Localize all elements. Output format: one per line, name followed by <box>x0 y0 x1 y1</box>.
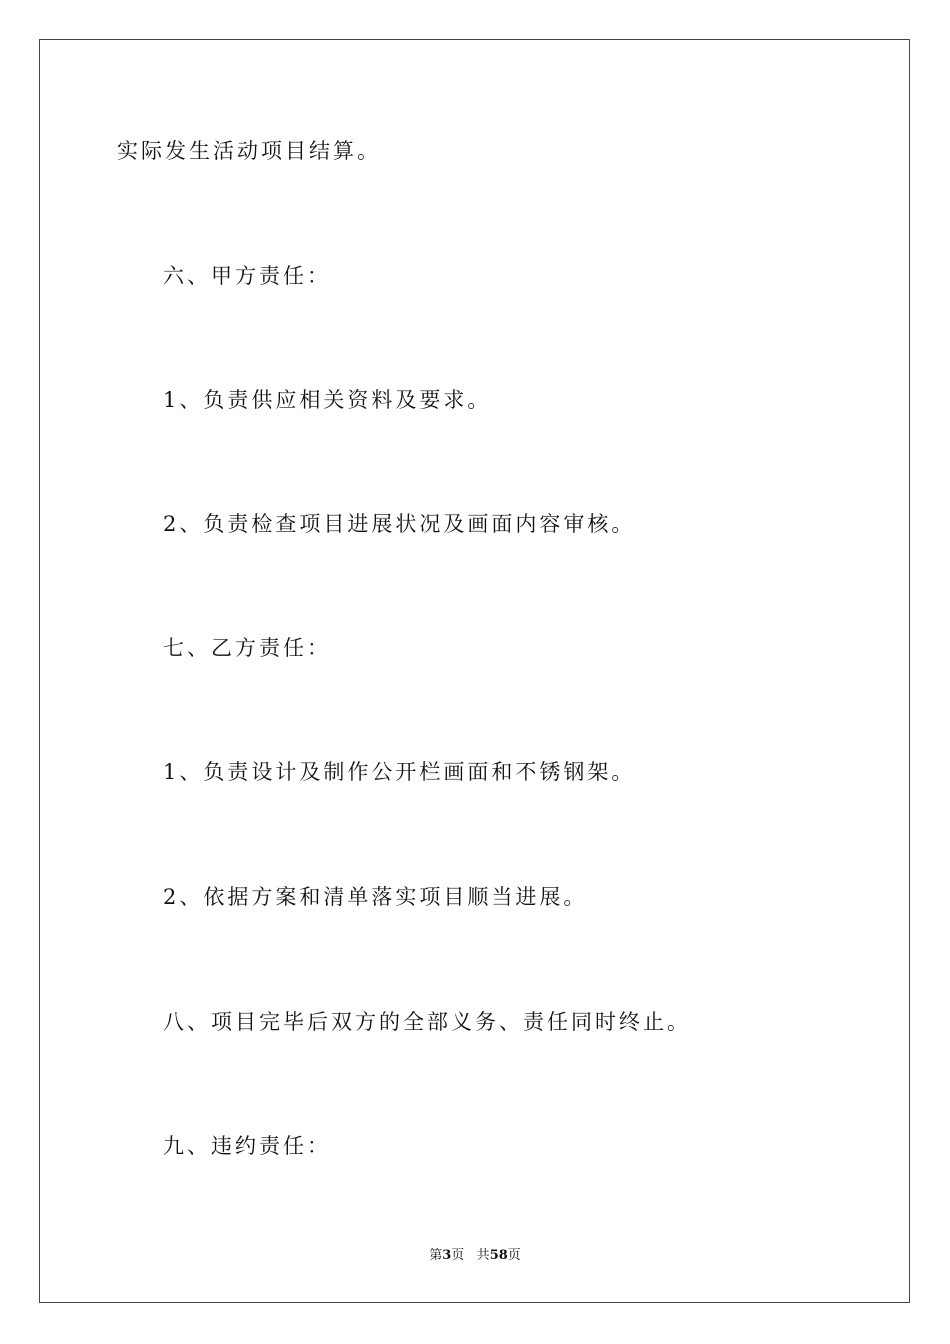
clause-termination: 八、项目完毕后双方的全部义务、责任同时终止。 <box>163 1010 691 1034</box>
page-suffix: 页 <box>451 1248 465 1263</box>
party-a-item-2: 2、负责检查项目进展状况及画面内容审核。 <box>163 512 636 536</box>
heading-breach-liability: 九、违约责任： <box>163 1134 331 1158</box>
total-prefix: 共 <box>476 1248 490 1263</box>
heading-party-b-responsibilities: 七、乙方责任： <box>163 636 331 660</box>
page-number: 3 <box>442 1248 452 1263</box>
page-footer <box>0 1248 950 1264</box>
heading-party-a-responsibilities: 六、甲方责任： <box>163 264 331 288</box>
party-a-item-1: 1、负责供应相关资料及要求。 <box>163 388 492 412</box>
total-pages: 58 <box>489 1248 508 1263</box>
page-prefix: 第 <box>429 1248 443 1263</box>
paragraph-settlement-continuation: 实际发生活动项目结算。 <box>117 139 381 163</box>
party-b-item-1: 1、负责设计及制作公开栏画面和不锈钢架。 <box>163 760 636 784</box>
party-b-item-2: 2、依据方案和清单落实项目顺当进展。 <box>163 885 588 909</box>
page-frame <box>39 39 910 1303</box>
total-suffix: 页 <box>507 1248 521 1263</box>
